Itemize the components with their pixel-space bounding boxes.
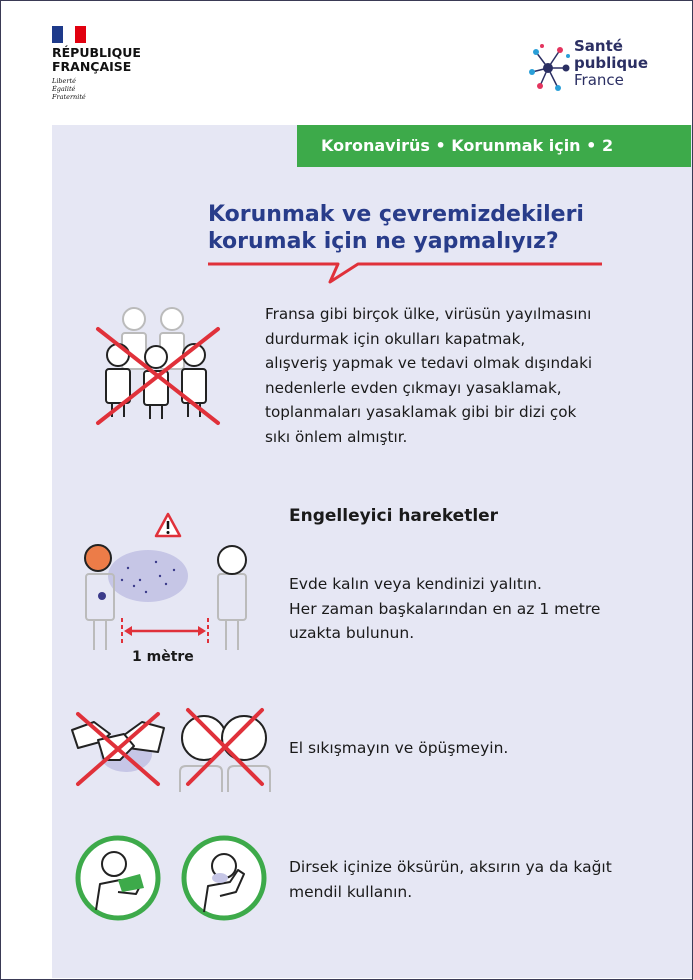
cough-elbow-icon — [74, 834, 162, 922]
no-kissing-icon — [176, 706, 274, 792]
topic-banner: Koronavirüs • Korunmak için • 2 — [297, 125, 691, 167]
french-flag-icon — [52, 26, 86, 43]
no-handshake-icon — [70, 708, 166, 788]
social-distance-icon — [76, 510, 256, 660]
tissue-icon — [180, 834, 268, 922]
no-handshake-text: El sıkışmayın ve öpüşmeyin. — [289, 739, 509, 757]
cough-elbow-text: Dirsek içinize öksürün, aksırın ya da kağıt mendil kullanın. — [289, 858, 612, 901]
distance-label: 1 mètre — [132, 649, 194, 665]
page-title: Korunmak ve çevremizdekileri korumak için ne yapmalıyız? — [208, 202, 584, 254]
francaise-line: FRANÇAISE — [52, 59, 132, 74]
stay-home-text: Evde kalın veya kendinizi yalıtın. Her zaman başkalarından en az 1 metre uzakta bulunun. — [289, 575, 601, 642]
title-speech-underline — [208, 258, 608, 288]
no-gathering-icon — [92, 305, 226, 427]
republique-francaise-logo — [52, 26, 141, 101]
intro-paragraph: Fransa gibi birçok ülke, virüsün yayılmasını durdurmak için okulları kapatmak, alışveriş yapmak ve tedavi olmak dışındaki nedenlerle evden çıkmayı yasaklamak, toplanmaları yasaklamak gibi bir dizi çok sıkı önlem almıştır. — [265, 305, 593, 446]
warning-icon — [156, 514, 180, 536]
gestures-heading: Engelleyici hareketler — [289, 506, 499, 526]
motto: Liberté Égalité Fraternité — [52, 77, 86, 101]
spf-wordmark: Santé publique France — [574, 37, 649, 89]
molecule-logo-icon — [528, 42, 572, 98]
republique-line: RÉPUBLIQUE — [52, 45, 141, 60]
